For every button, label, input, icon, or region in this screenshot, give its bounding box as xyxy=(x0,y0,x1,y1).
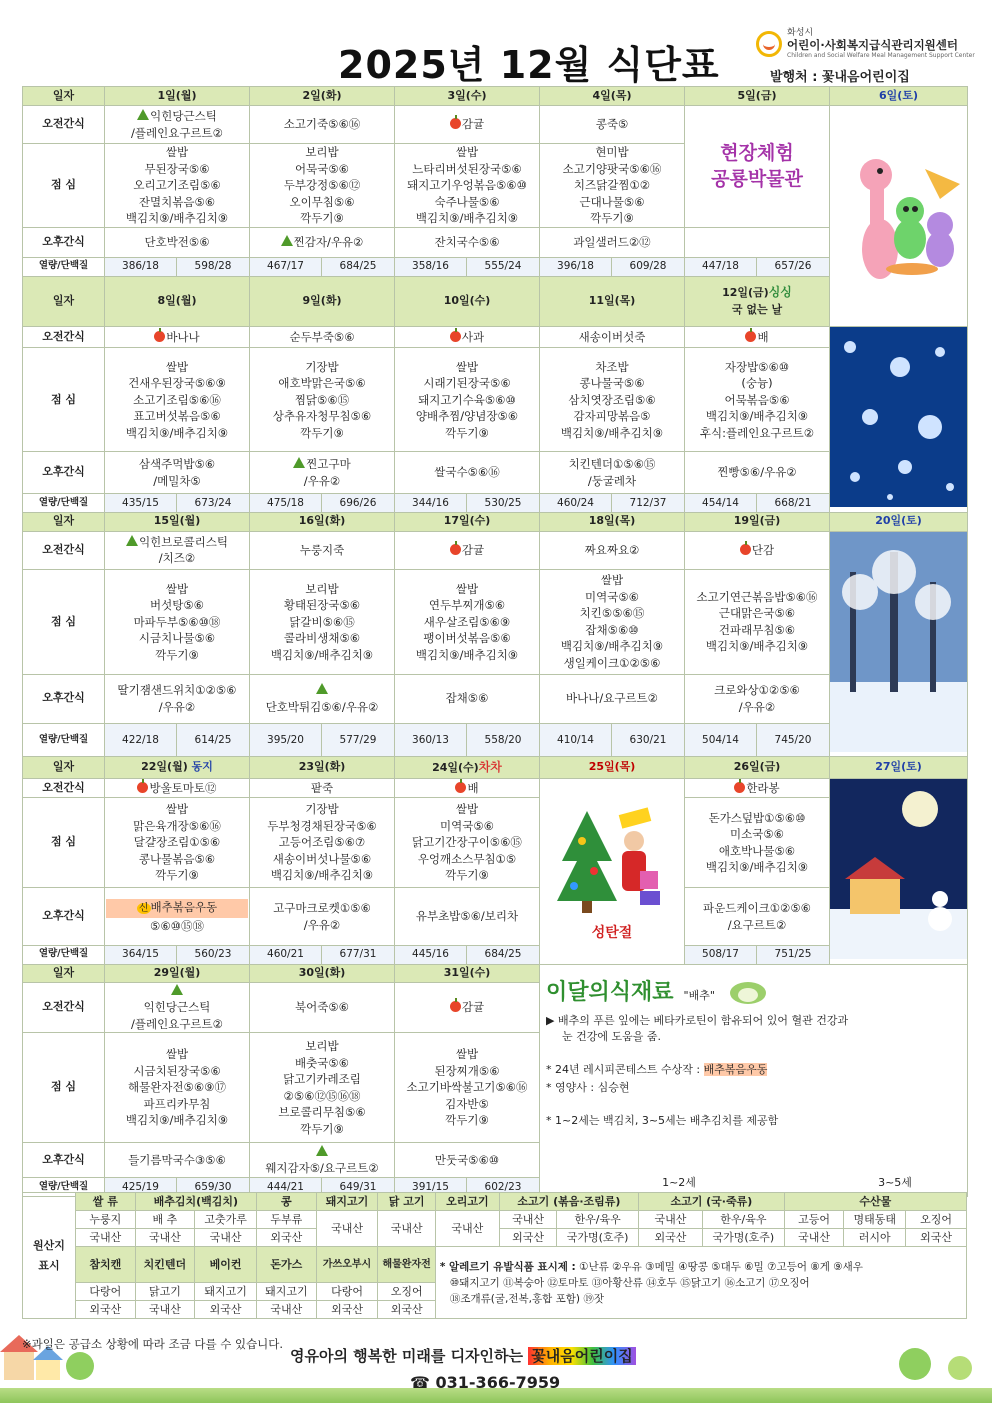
vegetable-icon xyxy=(316,683,328,694)
logo-en: Children and Social Welfare Meal Management Support Center xyxy=(787,52,975,59)
energy-value: 614/25 xyxy=(177,723,250,756)
row-label: 오후간식 xyxy=(23,227,105,257)
origin-item: 고춧가루 xyxy=(195,1211,257,1229)
day-header-holiday: 25일(목) xyxy=(540,757,685,779)
row-label: 오전간식 xyxy=(23,982,105,1033)
field-trip: 현장체험 공룡박물관 xyxy=(685,106,830,228)
energy-value: 508/17 xyxy=(685,945,757,964)
origin-value: 외국산 xyxy=(499,1229,556,1247)
phone-icon: ☎ xyxy=(410,1373,430,1392)
lunch-menu: 쌀밥 건새우된장국⑤⑥⑨ 소고기조림⑤⑥⑯ 표고버섯볶음⑤⑥ 백김치⑨/배추김치⑨ xyxy=(105,348,250,452)
energy-value: 360/13 xyxy=(395,723,467,756)
energy-value: 410/14 xyxy=(540,723,612,756)
lunch-menu: 쌀밥 미역국⑤⑥ 닭고기간장구이⑤⑥⑮ 우엉깨소스무침①⑤ 깍두기⑨ xyxy=(395,797,540,888)
origin-value: 오징어 xyxy=(378,1283,435,1301)
origin-header: 베이컨 xyxy=(195,1247,257,1283)
origin-table xyxy=(22,1192,967,1319)
fruit-icon xyxy=(450,1001,461,1012)
allergy-notice: * 알레르기 유발식품 표시제 : ①난류 ②우유 ③메밀 ④땅콩 ⑤대두 ⑥밀 ⑦고등어 ⑧게 ⑨새우 ⑩돼지고기 ⑪복숭아 ⑫토마토 ⑬아황산류 ⑭호두 ⑮닭고기 ⑯소고기 ⑰오징어 ⑱조개류(굴,전복,홍합 포함) ⑲잣 xyxy=(435,1247,966,1319)
origin-item: 두부류 xyxy=(257,1211,317,1229)
lunch-menu: 쌀밥 맑은육개장⑤⑥⑯ 달걀장조림①⑤⑥ 콩나물볶음⑤⑥ 깍두기⑨ xyxy=(105,797,250,888)
energy-value: 677/31 xyxy=(322,945,395,964)
origin-value: 다랑어 xyxy=(316,1283,378,1301)
vegetable-icon xyxy=(281,235,293,246)
morning-snack: 콩죽⑤ xyxy=(540,106,685,144)
row-label: 오후간식 xyxy=(23,1143,105,1178)
day-header: 29일(월) xyxy=(105,964,250,982)
energy-value: 560/23 xyxy=(177,945,250,964)
energy-value: 435/15 xyxy=(105,494,177,512)
morning-snack: 팥죽 xyxy=(250,779,395,798)
lunch-menu: 쌀밥 시래기된장국⑤⑥ 돼지고기수육⑤⑥⑩ 양배추찜/양념장⑤⑥ 깍두기⑨ xyxy=(395,348,540,452)
origin-header: 소고기 (국·죽류) xyxy=(638,1193,784,1211)
kimchi-note: * 1~2세는 백김치, 3~5세는 배추김치를 제공함 xyxy=(546,1113,779,1127)
origin-value: 국내산 xyxy=(135,1301,195,1319)
energy-value: 598/28 xyxy=(177,257,250,276)
award-label: * 24년 레시피콘테스트 수상작 : xyxy=(546,1062,704,1076)
energy-value: 504/14 xyxy=(685,723,757,756)
energy-value: 358/16 xyxy=(395,257,467,276)
afternoon-snack: 고구마크로켓①⑤⑥ /우유② xyxy=(250,888,395,945)
origin-value: 국내산 xyxy=(638,1211,702,1229)
afternoon-snack: 유부초밥⑤⑥/보리차 xyxy=(395,888,540,945)
origin-header: 콩 xyxy=(257,1193,317,1211)
lunch-menu: 차조밥 콩나물국⑤⑥ 삼치엿장조림⑤⑥ 감자피망볶음⑤ 백김치⑨/배추김치⑨ xyxy=(540,348,685,452)
vegetable-icon xyxy=(293,457,305,468)
origin-item: 고등어 xyxy=(784,1211,844,1229)
age-group-2: 3~5세 xyxy=(878,1176,912,1189)
lunch-menu: 보리밥 배춧국⑤⑥ 닭고기카레조림 ②⑤⑥⑫⑮⑯⑱ 브로콜리무침⑤⑥ 깍두기⑨ xyxy=(250,1033,395,1143)
dietitian: * 영양사 : 심승현 xyxy=(546,1081,630,1094)
day-header: 5일(금) xyxy=(685,87,830,106)
row-label: 오전간식 xyxy=(23,779,105,798)
origin-value: 국내산 xyxy=(75,1229,135,1247)
row-label: 열량/단백질 xyxy=(23,945,105,964)
lunch-menu: 보리밥 어묵국⑤⑥ 두부강정⑤⑥⑫ 오이무침⑤⑥ 깍두기⑨ xyxy=(250,144,395,228)
morning-snack: 배 xyxy=(395,779,540,798)
row-label: 점 심 xyxy=(23,144,105,228)
logo-name: 어린이·사회복지급식관리지원센터 xyxy=(787,38,959,52)
lunch-menu: 소고기연근볶음밥⑤⑥⑯ 근대맑은국⑤⑥ 건파래무침⑤⑥ 백김치⑨/배추김치⑨ xyxy=(685,570,830,674)
origin-value: 러시아 xyxy=(844,1229,906,1247)
origin-value: 국가명(호주) xyxy=(703,1229,785,1247)
ingredient-of-month: 이달의식재료 "배추" ▶ 배추의 푸른 잎에는 베타카로틴이 함유되어 있어 혈관 건강과 눈 건강에 도움을 줌. * 24년 레시피콘테스트 수상작 : 배추볶음우동 * 영양사 : 심승현 * 1~2세는 백김치, 3~5세는 배추김치를 제공함 xyxy=(540,964,968,1197)
energy-value: 454/14 xyxy=(685,494,757,512)
day-header: 26일(금) xyxy=(685,757,830,779)
day-header-label: 일자 xyxy=(23,276,105,327)
menu-table xyxy=(22,86,968,1197)
energy-value: 395/20 xyxy=(250,723,322,756)
day-header: 23일(화) xyxy=(250,757,395,779)
energy-value: 396/18 xyxy=(540,257,612,276)
day-header: 18일(목) xyxy=(540,512,685,531)
day-header-label: 일자 xyxy=(23,757,105,779)
energy-value: 668/21 xyxy=(757,494,830,512)
energy-value: 467/17 xyxy=(250,257,322,276)
afternoon-snack: 잡채⑤⑥ xyxy=(395,674,540,723)
afternoon-snack: 만둣국⑤⑥⑩ xyxy=(395,1143,540,1178)
lunch-menu: 쌀밥 무된장국⑤⑥ 오리고기조림⑤⑥ 잔멸치볶음⑤⑥ 백김치⑨/배추김치⑨ xyxy=(105,144,250,228)
energy-value: 555/24 xyxy=(467,257,540,276)
cabbage-icon xyxy=(728,977,768,1005)
origin-value: 국내산 xyxy=(435,1211,499,1247)
school-name: 꽃내음어린이집 xyxy=(528,1347,635,1365)
energy-value: 751/25 xyxy=(757,945,830,964)
christmas-tree-icon xyxy=(552,801,672,921)
energy-value: 696/26 xyxy=(322,494,395,512)
origin-value: 외국산 xyxy=(257,1229,317,1247)
origin-item: 배 추 xyxy=(135,1211,195,1229)
origin-header: 쌀 류 xyxy=(75,1193,135,1211)
row-label: 오후간식 xyxy=(23,452,105,494)
row-label: 열량/단백질 xyxy=(23,257,105,276)
award-dish: 배추볶음우동 xyxy=(703,1062,768,1076)
origin-value: 국내산 xyxy=(784,1229,844,1247)
origin-header: 소고기 (볶음·조림류) xyxy=(499,1193,638,1211)
row-label: 점 심 xyxy=(23,348,105,452)
energy-value: 425/19 xyxy=(105,1178,177,1197)
christmas-label: 성탄절 xyxy=(591,925,633,942)
origin-header: 오리고기 xyxy=(435,1193,499,1211)
saturday-header: 6일(토) xyxy=(830,87,968,106)
energy-value: 602/23 xyxy=(467,1178,540,1197)
page-title: 2025년 12월 식단표 xyxy=(338,43,720,87)
origin-header: 닭 고기 xyxy=(378,1193,435,1211)
afternoon-snack: 삼색주먹밥⑤⑥ /메밀차⑤ xyxy=(105,452,250,494)
christmas-cell xyxy=(540,779,685,965)
origin-value: 돼지고기 xyxy=(257,1283,317,1301)
morning-snack: 감귤 xyxy=(395,106,540,144)
day-header: 15일(월) xyxy=(105,512,250,531)
energy-value: 649/31 xyxy=(322,1178,395,1197)
afternoon-snack: 잔치국수⑤⑥ xyxy=(395,227,540,257)
afternoon-snack: 크로와상①②⑤⑥ /우유② xyxy=(685,674,830,723)
fruit-icon xyxy=(154,331,165,342)
origin-item: 누룽지 xyxy=(75,1211,135,1229)
lunch-menu: 쌀밥 된장찌개⑤⑥ 소고기바싹불고기⑤⑥⑯ 김자반⑤ 깍두기⑨ xyxy=(395,1033,540,1143)
slogan: 영유아의 행복한 미래를 디자인하는 꽃내음어린이집 xyxy=(290,1345,636,1366)
energy-value: 712/37 xyxy=(612,494,685,512)
origin-value: 국내산 xyxy=(316,1211,378,1247)
day-header: 16일(화) xyxy=(250,512,395,531)
day-header: 17일(수) xyxy=(395,512,540,531)
afternoon-snack: 신 배추볶음우동 ⑤⑥⑩⑮⑱ xyxy=(105,888,250,945)
christmas-night-image xyxy=(830,779,968,965)
row-label: 열량/단백질 xyxy=(23,723,105,756)
winter-forest-image xyxy=(830,531,968,757)
origin-value: 외국산 xyxy=(378,1301,435,1319)
row-label: 오전간식 xyxy=(23,106,105,144)
origin-value: 외국산 xyxy=(75,1301,135,1319)
origin-header: 가쓰오부시 xyxy=(316,1247,378,1283)
afternoon-snack: 찐고구마 /우유② xyxy=(250,452,395,494)
energy-value: 684/25 xyxy=(322,257,395,276)
energy-value: 386/18 xyxy=(105,257,177,276)
day-header-label: 일자 xyxy=(23,87,105,106)
energy-value: 344/16 xyxy=(395,494,467,512)
morning-snack: 누룽지죽 xyxy=(250,531,395,570)
origin-value: 외국산 xyxy=(638,1229,702,1247)
row-label: 열량/단백질 xyxy=(23,494,105,512)
origin-value: 외국산 xyxy=(195,1301,257,1319)
origin-header: 참치캔 xyxy=(75,1247,135,1283)
day-header: 31일(수) xyxy=(395,964,540,982)
afternoon-snack xyxy=(685,227,830,257)
fruit-icon xyxy=(734,782,745,793)
energy-value: 577/29 xyxy=(322,723,395,756)
energy-value: 630/21 xyxy=(612,723,685,756)
energy-value: 659/30 xyxy=(177,1178,250,1197)
fruit-icon xyxy=(455,782,466,793)
lunch-menu: 현미밥 소고기양팟국⑤⑥⑯ 치즈닭갈찜①② 근대나물⑤⑥ 깍두기⑨ xyxy=(540,144,685,228)
day-header: 8일(월) xyxy=(105,276,250,327)
lunch-menu: 보리밥 황태된장국⑤⑥ 닭갈비⑤⑥⑮ 콜라비생채⑤⑥ 백김치⑨/배추김치⑨ xyxy=(250,570,395,674)
fruit-icon xyxy=(450,118,461,129)
saturday-header: 20일(토) xyxy=(830,512,968,531)
afternoon-snack: 파운드케이크①②⑤⑥ /요구르트② xyxy=(685,888,830,945)
vegetable-icon xyxy=(126,535,138,546)
day-header: 19일(금) xyxy=(685,512,830,531)
origin-header: 돈가스 xyxy=(257,1247,317,1283)
energy-value: 684/25 xyxy=(467,945,540,964)
smile-logo-icon xyxy=(756,31,782,57)
row-label: 오전간식 xyxy=(23,531,105,570)
lunch-menu: 쌀밥 버섯탕⑤⑥ 마파두부⑤⑥⑩⑱ 시금치나물⑤⑥ 깍두기⑨ xyxy=(105,570,250,674)
row-label: 점 심 xyxy=(23,797,105,888)
dinosaur-image xyxy=(830,106,968,327)
afternoon-snack: 찐빵⑤⑥/우유② xyxy=(685,452,830,494)
afternoon-snack: 웨지감자⑤/요구르트② xyxy=(250,1143,395,1178)
origin-value: 닭고기 xyxy=(135,1283,195,1301)
energy-value: 475/18 xyxy=(250,494,322,512)
row-label: 오후간식 xyxy=(23,888,105,945)
afternoon-snack: 찐감자/우유② xyxy=(250,227,395,257)
day-header: 3일(수) xyxy=(395,87,540,106)
lunch-menu: 쌀밥 느타리버섯된장국⑤⑥ 돼지고기우엉볶음⑤⑥⑩ 숙주나물⑤⑥ 백김치⑨/배추김치⑨ xyxy=(395,144,540,228)
morning-snack: 감귤 xyxy=(395,531,540,570)
origin-value: 외국산 xyxy=(316,1301,378,1319)
morning-snack: 배 xyxy=(685,327,830,348)
snowflake-image xyxy=(830,327,968,513)
origin-value: 돼지고기 xyxy=(195,1283,257,1301)
morning-snack: 북어죽⑤⑥ xyxy=(250,982,395,1033)
energy-value: 673/24 xyxy=(177,494,250,512)
energy-value: 364/15 xyxy=(105,945,177,964)
origin-value: 다랑어 xyxy=(75,1283,135,1301)
afternoon-snack: 바나나/요구르트② xyxy=(540,674,685,723)
afternoon-snack: 단호박전⑤⑥ xyxy=(105,227,250,257)
origin-item: 오징어 xyxy=(906,1211,967,1229)
origin-value: 국내산 xyxy=(378,1211,435,1247)
fruit-icon xyxy=(450,544,461,555)
energy-value: 530/25 xyxy=(467,494,540,512)
fruit-icon xyxy=(137,782,148,793)
lunch-menu: 쌀밥 연두부찌개⑤⑥ 새우살조림⑤⑥⑨ 팽이버섯볶음⑤⑥ 백김치⑨/배추김치⑨ xyxy=(395,570,540,674)
morning-snack: 익힌브로콜리스틱 /치즈② xyxy=(105,531,250,570)
fruit-icon xyxy=(450,331,461,342)
origin-value: 국내산 xyxy=(499,1211,556,1229)
row-label: 점 심 xyxy=(23,570,105,674)
day-header-label: 일자 xyxy=(23,512,105,531)
ingredient-desc: 배추의 푸른 잎에는 베타카로틴이 함유되어 있어 혈관 건강과 xyxy=(557,1013,849,1027)
day-header: 22일(월) 동지 xyxy=(105,757,250,779)
day-header: 1일(월) xyxy=(105,87,250,106)
center-logo xyxy=(756,28,975,60)
row-label: 오전간식 xyxy=(23,327,105,348)
energy-value: 558/20 xyxy=(467,723,540,756)
fruit-icon xyxy=(740,544,751,555)
morning-snack: 한라봉 xyxy=(685,779,830,798)
morning-snack: 새송이버섯죽 xyxy=(540,327,685,348)
energy-value: 422/18 xyxy=(105,723,177,756)
origin-value: 국가명(호주) xyxy=(557,1229,639,1247)
origin-item: 명태동태 xyxy=(844,1211,906,1229)
morning-snack: 바나나 xyxy=(105,327,250,348)
origin-value: 한우/육우 xyxy=(703,1211,785,1229)
lunch-menu: 쌀밥 미역국⑤⑥ 치킨⑤⑤⑥⑮ 잡채⑤⑥⑩ 백김치⑨/배추김치⑨ 생일케이크①②⑤⑥ xyxy=(540,570,685,674)
day-header: 24일(수)차차 xyxy=(395,757,540,779)
ingredient-title: 이달의식재료 xyxy=(546,979,674,1005)
origin-value: 국내산 xyxy=(135,1229,195,1247)
row-label: 오후간식 xyxy=(23,674,105,723)
age-group-1: 1~2세 xyxy=(662,1176,696,1189)
morning-snack: 짜요짜요② xyxy=(540,531,685,570)
row-label: 열량/단백질 xyxy=(23,1178,105,1197)
afternoon-snack: 단호박튀김⑤⑥/우유② xyxy=(250,674,395,723)
origin-header: 수산물 xyxy=(784,1193,966,1211)
energy-value: 391/15 xyxy=(395,1178,467,1197)
morning-snack: 소고기죽⑤⑥⑯ xyxy=(250,106,395,144)
morning-snack: 사과 xyxy=(395,327,540,348)
lunch-menu: 기장밥 두부청경채된장국⑤⑥ 고등어조림⑤⑥⑦ 새송이버섯나물⑤⑥ 백김치⑨/배추김치⑨ xyxy=(250,797,395,888)
day-header: 30일(화) xyxy=(250,964,395,982)
day-header: 11일(목) xyxy=(540,276,685,327)
morning-snack: 감귤 xyxy=(395,982,540,1033)
afternoon-snack: 과일샐러드②⑫ xyxy=(540,227,685,257)
origin-header: 치킨텐더 xyxy=(135,1247,195,1283)
energy-value: 460/24 xyxy=(540,494,612,512)
origin-value: 국내산 xyxy=(195,1229,257,1247)
vegetable-icon xyxy=(171,984,183,995)
day-header: 12일(금)싱싱 국 없는 날 xyxy=(685,276,830,327)
saturday-header: 27일(토) xyxy=(830,757,968,779)
origin-header: 배추김치(백김치) xyxy=(135,1193,256,1211)
origin-value: 국내산 xyxy=(257,1301,317,1319)
origin-label: 원산지 표시 xyxy=(23,1193,76,1319)
energy-value: 445/16 xyxy=(395,945,467,964)
vegetable-icon xyxy=(137,109,149,120)
day-header-label: 일자 xyxy=(23,964,105,982)
lunch-menu: 돈가스덮밥①⑤⑥⑩ 미소국⑤⑥ 애호박나물⑤⑥ 백김치⑨/배추김치⑨ xyxy=(685,797,830,888)
morning-snack: 익힌당근스틱 /플레인요구르트② xyxy=(105,106,250,144)
fruit-note: ※과일은 공급소 상황에 따라 조금 다를 수 있습니다. xyxy=(22,1337,284,1351)
logo-city: 화성시 xyxy=(787,28,814,38)
day-header: 10일(수) xyxy=(395,276,540,327)
lunch-menu: 쌀밥 시금치된장국⑤⑥ 해물완자전⑤⑥⑨⑰ 파프리카무침 백김치⑨/배추김치⑨ xyxy=(105,1033,250,1143)
afternoon-snack: 딸기잼샌드위치①②⑤⑥ /우유② xyxy=(105,674,250,723)
energy-value: 447/18 xyxy=(685,257,757,276)
energy-value: 444/21 xyxy=(250,1178,322,1197)
afternoon-snack: 쌀국수⑤⑥⑯ xyxy=(395,452,540,494)
publisher: 발행처 : 꽃내음어린이집 xyxy=(770,70,910,85)
morning-snack: 단감 xyxy=(685,531,830,570)
afternoon-snack: 치킨텐더①⑤⑥⑮ /둥굴레차 xyxy=(540,452,685,494)
origin-header: 돼지고기 xyxy=(316,1193,378,1211)
energy-value: 609/28 xyxy=(612,257,685,276)
afternoon-snack: 들기름막국수③⑤⑥ xyxy=(105,1143,250,1178)
origin-value: 외국산 xyxy=(906,1229,967,1247)
day-header: 9일(화) xyxy=(250,276,395,327)
energy-value: 460/21 xyxy=(250,945,322,964)
morning-snack: 익힌당근스틱 /플레인요구르트② xyxy=(105,982,250,1033)
energy-value: 745/20 xyxy=(757,723,830,756)
lunch-menu: 자장밥⑤⑥⑩ (숭늉) 어묵볶음⑤⑥ 백김치⑨/배추김치⑨ 후식:플레인요구르트② xyxy=(685,348,830,452)
ingredient-name: "배추" xyxy=(683,988,715,1002)
morning-snack: 방울토마토⑫ xyxy=(105,779,250,798)
vegetable-icon xyxy=(316,1145,328,1156)
day-header: 2일(화) xyxy=(250,87,395,106)
energy-value: 657/26 xyxy=(757,257,830,276)
origin-header: 해물완자전 xyxy=(378,1247,435,1283)
ingredient-desc: 눈 건강에 도움을 줌. xyxy=(562,1030,661,1043)
origin-value: 한우/육우 xyxy=(557,1211,639,1229)
day-header: 4일(목) xyxy=(540,87,685,106)
phone: ☎ 031-366-7959 xyxy=(410,1373,561,1392)
lunch-menu: 기장밥 애호박맑은국⑤⑥ 찜닭⑤⑥⑮ 상추유자청무침⑤⑥ 깍두기⑨ xyxy=(250,348,395,452)
morning-snack: 순두부죽⑤⑥ xyxy=(250,327,395,348)
fruit-icon xyxy=(745,331,756,342)
row-label: 점 심 xyxy=(23,1033,105,1143)
